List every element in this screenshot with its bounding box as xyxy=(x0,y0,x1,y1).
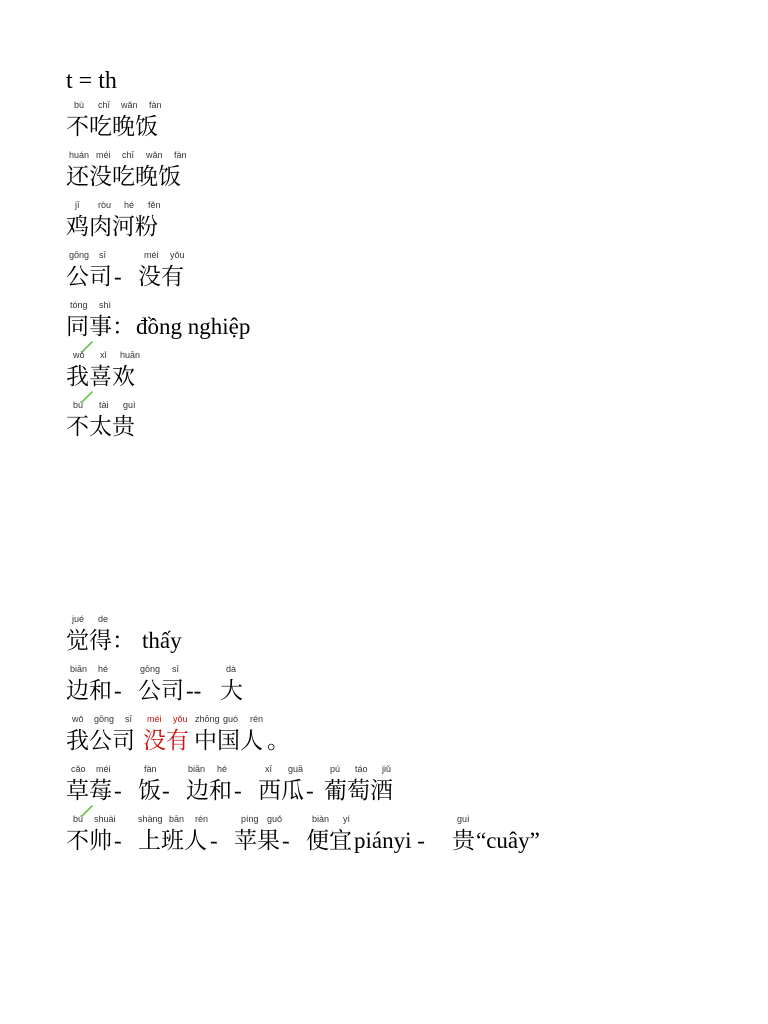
hanzi-text: 草莓 xyxy=(66,778,112,804)
separator: - xyxy=(114,778,122,803)
pinyin: ròu xyxy=(98,200,112,210)
pinyin: jiǔ xyxy=(382,764,392,774)
highlighted-hanzi: 没有 xyxy=(143,728,189,754)
pinyin: hé xyxy=(217,764,228,774)
pinyin: méi xyxy=(96,764,111,774)
pinyin: dà xyxy=(226,664,237,674)
translation-text: đồng nghiệp xyxy=(136,314,251,339)
pinyin: píng xyxy=(241,814,259,824)
pinyin: sī xyxy=(172,664,180,674)
hanzi-text: 便宜 xyxy=(306,828,352,854)
separator: - xyxy=(114,828,122,853)
pinyin: méi xyxy=(96,150,111,160)
separator: - xyxy=(234,778,242,803)
translation-text: thấy xyxy=(142,628,182,653)
pinyin: de xyxy=(98,614,109,624)
pinyin: hé xyxy=(124,200,135,210)
translation-text: “cuây” xyxy=(476,828,540,853)
hanzi-text: 边和 xyxy=(186,778,232,804)
hanzi-text: 苹果 xyxy=(234,828,280,854)
pinyin: bú xyxy=(73,400,84,410)
pinyin: guǒ xyxy=(267,814,283,824)
hanzi-text: 西瓜 xyxy=(258,778,304,804)
pinyin: gōng xyxy=(94,714,115,724)
hanzi-text: 不太贵 xyxy=(66,414,135,440)
pinyin: fàn xyxy=(174,150,187,160)
pinyin: gōng xyxy=(69,250,90,260)
pinyin: guā xyxy=(288,764,304,774)
pinyin: cǎo xyxy=(71,764,86,774)
hanzi-text: 不帅 xyxy=(66,828,112,854)
pinyin: rén xyxy=(250,714,264,724)
hanzi-text: 不吃晚饭 xyxy=(66,114,158,140)
pinyin: wǎn xyxy=(121,100,138,110)
pinyin: sī xyxy=(125,714,133,724)
pinyin: táo xyxy=(355,764,368,774)
pinyin: fěn xyxy=(148,200,161,210)
pinyin: wǒ xyxy=(72,714,84,724)
pinyin: méi xyxy=(144,250,159,260)
separator: - xyxy=(210,828,218,853)
pinyin: gōng xyxy=(140,664,161,674)
pinyin: biān xyxy=(70,664,88,674)
pinyin: fàn xyxy=(149,100,162,110)
pinyin: yǒu xyxy=(173,714,188,724)
pinyin: chī xyxy=(98,100,111,110)
pinyin: chī xyxy=(122,150,135,160)
pinyin: xī xyxy=(265,764,273,774)
pinyin: sī xyxy=(99,250,107,260)
translation-text: piányi - xyxy=(354,828,425,853)
separator: - xyxy=(282,828,290,853)
pinyin: biān xyxy=(188,764,206,774)
pinyin: shuài xyxy=(94,814,116,824)
separator: - xyxy=(114,264,122,289)
hanzi-text: 贵 xyxy=(452,828,475,854)
pinyin: zhōng xyxy=(195,714,220,724)
pinyin: shàng xyxy=(138,814,163,824)
pinyin: guó xyxy=(223,714,239,724)
hanzi-text: 大 xyxy=(220,678,243,704)
hanzi-text: 公司 xyxy=(66,264,112,290)
pinyin: jī xyxy=(75,200,80,210)
separator: - xyxy=(162,778,170,803)
pinyin: guì xyxy=(457,814,470,824)
pinyin: huán xyxy=(69,150,90,160)
hanzi-text: 鸡肉河粉 xyxy=(66,214,158,240)
pinyin: shì xyxy=(99,300,112,310)
full-stop: 。 xyxy=(267,728,290,754)
pinyin: bù xyxy=(74,100,85,110)
hanzi-text: 没有 xyxy=(138,264,184,290)
separator: - xyxy=(306,778,314,803)
pinyin: tài xyxy=(99,400,109,410)
pinyin: yí xyxy=(343,814,351,824)
hanzi-text: 同事： xyxy=(66,314,135,340)
pinyin: xǐ xyxy=(100,350,107,360)
hanzi-text: 还没吃晚饭 xyxy=(66,164,181,190)
hanzi-text: 饭 xyxy=(138,778,161,804)
pinyin: bān xyxy=(169,814,185,824)
pinyin: hé xyxy=(98,664,109,674)
pinyin: wǒ xyxy=(73,350,85,360)
pinyin: jué xyxy=(72,614,85,624)
header-text: t = th xyxy=(66,68,117,94)
pinyin: pú xyxy=(330,764,341,774)
separator: - xyxy=(114,678,122,703)
pinyin: biàn xyxy=(312,814,330,824)
pinyin: huān xyxy=(120,350,141,360)
hanzi-text: 葡萄酒 xyxy=(324,778,393,804)
pinyin: bú xyxy=(73,814,84,824)
pinyin: rén xyxy=(195,814,209,824)
pinyin: wǎn xyxy=(146,150,163,160)
hanzi-text: 觉得： xyxy=(66,628,135,654)
hanzi-text: 我公司 xyxy=(66,728,135,754)
hanzi-text: 上班人 xyxy=(138,828,207,854)
hanzi-text: 边和 xyxy=(66,678,112,704)
pinyin: fàn xyxy=(144,764,157,774)
hanzi-text: 公司 xyxy=(138,678,184,704)
separator: -- xyxy=(186,678,202,703)
hanzi-text: 中国人 xyxy=(194,728,263,754)
pinyin: méi xyxy=(147,714,162,724)
pinyin: yǒu xyxy=(170,250,185,260)
pinyin: guì xyxy=(123,400,136,410)
hanzi-text: 我喜欢 xyxy=(66,364,135,390)
pinyin: tóng xyxy=(70,300,88,310)
